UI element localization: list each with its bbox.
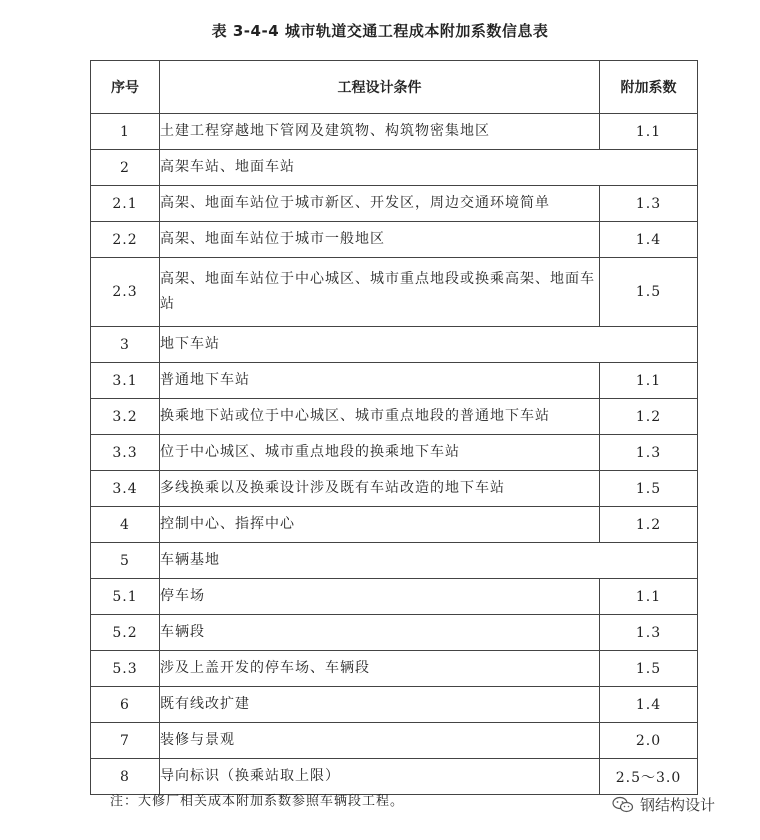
- table-row: [91, 327, 698, 363]
- table-row: [91, 651, 698, 687]
- row-coefficient: 1.2: [600, 507, 698, 543]
- row-coefficient: 2.0: [600, 723, 698, 759]
- table-row: [91, 543, 698, 579]
- table-row: [91, 114, 698, 150]
- row-number: 3.4: [91, 471, 160, 507]
- row-condition: 装修与景观: [160, 723, 600, 759]
- row-coefficient: 1.1: [600, 114, 698, 150]
- row-condition: 多线换乘以及换乘设计涉及既有车站改造的地下车站: [160, 471, 600, 507]
- row-condition: 高架车站、地面车站: [160, 150, 698, 186]
- row-condition: 停车场: [160, 579, 600, 615]
- table-row: [91, 363, 698, 399]
- row-coefficient: 1.1: [600, 363, 698, 399]
- table-row: [91, 615, 698, 651]
- row-number: 2.2: [91, 222, 160, 258]
- watermark: [612, 794, 715, 815]
- row-number: 4: [91, 507, 160, 543]
- row-number: 3.1: [91, 363, 160, 399]
- row-number: 5: [91, 543, 160, 579]
- row-coefficient: 1.3: [600, 186, 698, 222]
- row-coefficient: 1.1: [600, 579, 698, 615]
- row-number: 5.2: [91, 615, 160, 651]
- row-condition: 地下车站: [160, 327, 698, 363]
- row-condition: 土建工程穿越地下管网及建筑物、构筑物密集地区: [160, 114, 600, 150]
- row-coefficient: 1.5: [600, 651, 698, 687]
- row-number: 5.3: [91, 651, 160, 687]
- row-condition: 高架、地面车站位于中心城区、城市重点地段或换乘高架、地面车站: [160, 258, 600, 327]
- table-note: 注：大修厂相关成本附加系数参照车辆段工程。: [110, 794, 405, 809]
- row-number: 6: [91, 687, 160, 723]
- table-row: [91, 258, 698, 327]
- table-row: [91, 435, 698, 471]
- row-number: 2.1: [91, 186, 160, 222]
- row-number: 7: [91, 723, 160, 759]
- row-number: 2.3: [91, 258, 160, 327]
- header-condition: 工程设计条件: [160, 61, 600, 114]
- wechat-icon: [612, 796, 634, 814]
- row-condition: 高架、地面车站位于城市一般地区: [160, 222, 600, 258]
- row-coefficient: 1.2: [600, 399, 698, 435]
- row-number: 3.2: [91, 399, 160, 435]
- table-row: [91, 399, 698, 435]
- row-condition: 高架、地面车站位于城市新区、开发区，周边交通环境简单: [160, 186, 600, 222]
- row-coefficient: 1.4: [600, 687, 698, 723]
- table-row: [91, 507, 698, 543]
- row-number: 3: [91, 327, 160, 363]
- row-coefficient: 1.5: [600, 258, 698, 327]
- row-coefficient: 1.4: [600, 222, 698, 258]
- table-row: [91, 150, 698, 186]
- row-condition: 车辆基地: [160, 543, 698, 579]
- table-header-row: [91, 61, 698, 114]
- row-condition: 导向标识（换乘站取上限）: [160, 759, 600, 795]
- header-no: 序号: [91, 61, 160, 114]
- row-number: 2: [91, 150, 160, 186]
- row-number: 5.1: [91, 579, 160, 615]
- table-row: [91, 687, 698, 723]
- table-row: [91, 723, 698, 759]
- table-row: [91, 579, 698, 615]
- row-coefficient: 1.5: [600, 471, 698, 507]
- row-number: 3.3: [91, 435, 160, 471]
- watermark-text: 钢结构设计: [640, 796, 716, 814]
- row-coefficient: 1.3: [600, 435, 698, 471]
- row-condition: 换乘地下站或位于中心城区、城市重点地段的普通地下车站: [160, 399, 600, 435]
- table-row: [91, 222, 698, 258]
- header-coefficient: 附加系数: [600, 61, 698, 114]
- row-condition: 控制中心、指挥中心: [160, 507, 600, 543]
- table-row: [91, 471, 698, 507]
- coefficient-table: [90, 60, 698, 795]
- row-number: 1: [91, 114, 160, 150]
- row-condition: 涉及上盖开发的停车场、车辆段: [160, 651, 600, 687]
- row-coefficient: 2.5～3.0: [600, 759, 698, 795]
- row-condition: 普通地下车站: [160, 363, 600, 399]
- row-condition: 既有线改扩建: [160, 687, 600, 723]
- row-condition: 位于中心城区、城市重点地段的换乘地下车站: [160, 435, 600, 471]
- table-title: 表 3-4-4 城市轨道交通工程成本附加系数信息表: [211, 22, 549, 40]
- row-condition: 车辆段: [160, 615, 600, 651]
- row-coefficient: 1.3: [600, 615, 698, 651]
- table-row: [91, 186, 698, 222]
- row-number: 8: [91, 759, 160, 795]
